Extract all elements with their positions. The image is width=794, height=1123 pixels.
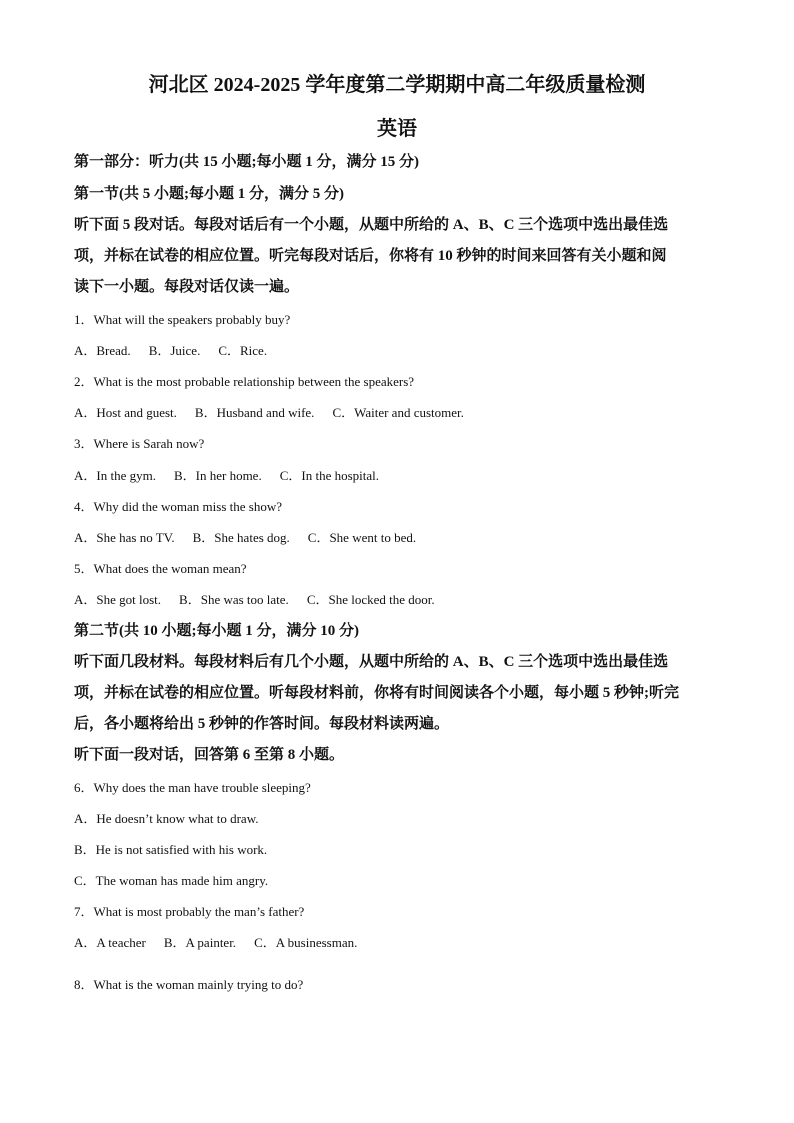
question-4: 4．Why did the woman miss the show? xyxy=(74,499,282,514)
option-b: B．In her home. xyxy=(173,468,262,483)
section2-heading: 第二节(共 10 小题;每小题 1 分，满分 10 分) xyxy=(74,623,359,639)
question-5: 5．What does the woman mean? xyxy=(74,561,247,576)
option-a: A．She has no TV. xyxy=(74,530,175,545)
question-6-option-c: C．The woman has made him angry. xyxy=(74,873,269,888)
question-6: 6．Why does the man have trouble sleeping? xyxy=(74,780,311,795)
option-b: B．She was too late. xyxy=(179,592,289,607)
option-c: C．A businessman. xyxy=(254,935,358,950)
question-4-options xyxy=(74,527,416,546)
section1-heading: 第一节(共 5 小题;每小题 1 分，满分 5 分) xyxy=(74,186,344,202)
option-c: C．She went to bed. xyxy=(307,530,417,545)
option-c: C．She locked the door. xyxy=(306,592,435,607)
option-b: B．Juice. xyxy=(148,343,201,358)
question-1: 1．What will the speakers probably buy? xyxy=(74,312,291,327)
exam-title: 河北区 2024-2025 学年度第二学期期中高二年级质量检测 xyxy=(148,74,646,96)
question-6-option-a: A．He doesn’t know what to draw. xyxy=(74,811,259,826)
option-c: C．Rice. xyxy=(218,343,268,358)
option-a: A．Bread. xyxy=(74,343,131,358)
option-b: B．Husband and wife. xyxy=(194,405,315,420)
option-b: B．A painter. xyxy=(163,935,237,950)
question-2-options xyxy=(74,402,464,421)
question-7-options xyxy=(74,932,357,951)
question-7: 7．What is most probably the man’s father? xyxy=(74,904,305,919)
section2-instruction-line-3: 后，各小题将给出 5 秒钟的作答时间。每段材料读两遍。 xyxy=(74,716,450,732)
option-b: B．She hates dog. xyxy=(192,530,290,545)
question-5-options xyxy=(74,589,435,608)
option-c: C．In the hospital. xyxy=(279,468,379,483)
part1-heading: 第一部分：听力(共 15 小题;每小题 1 分，满分 15 分) xyxy=(74,154,419,170)
question-8: 8．What is the woman mainly trying to do? xyxy=(74,977,304,992)
question-3-options xyxy=(74,465,379,484)
question-2: 2．What is the most probable relationship between the speakers? xyxy=(74,374,415,389)
section2-subheading: 听下面一段对话，回答第 6 至第 8 小题。 xyxy=(74,747,345,763)
subject-title: 英语 xyxy=(377,118,417,140)
question-1-options xyxy=(74,340,267,359)
question-6-option-b: B．He is not satisfied with his work. xyxy=(74,842,268,857)
question-3: 3．Where is Sarah now? xyxy=(74,436,205,451)
section1-instruction-line-3: 读下一小题。每段对话仅读一遍。 xyxy=(74,279,300,295)
section2-instruction-line-2: 项，并标在试卷的相应位置。听每段材料前，你将有时间阅读各个小题，每小题 5 秒钟;听完 xyxy=(74,685,679,701)
option-a: A．She got lost. xyxy=(74,592,162,607)
option-a: A．Host and guest. xyxy=(74,405,177,420)
section1-instruction-line-1: 听下面 5 段对话。每段对话后有一个小题，从题中所给的 A、B、C 三个选项中选出最佳选 xyxy=(74,217,669,233)
section1-instruction-line-2: 项，并标在试卷的相应位置。听完每段对话后，你将有 10 秒钟的时间来回答有关小题和阅 xyxy=(74,248,667,264)
section2-instruction-line-1: 听下面几段材料。每段材料后有几个小题，从题中所给的 A、B、C 三个选项中选出最佳选 xyxy=(74,654,669,670)
option-c: C．Waiter and customer. xyxy=(332,405,464,420)
option-a: A．A teacher xyxy=(74,935,146,950)
option-a: A．In the gym. xyxy=(74,468,156,483)
